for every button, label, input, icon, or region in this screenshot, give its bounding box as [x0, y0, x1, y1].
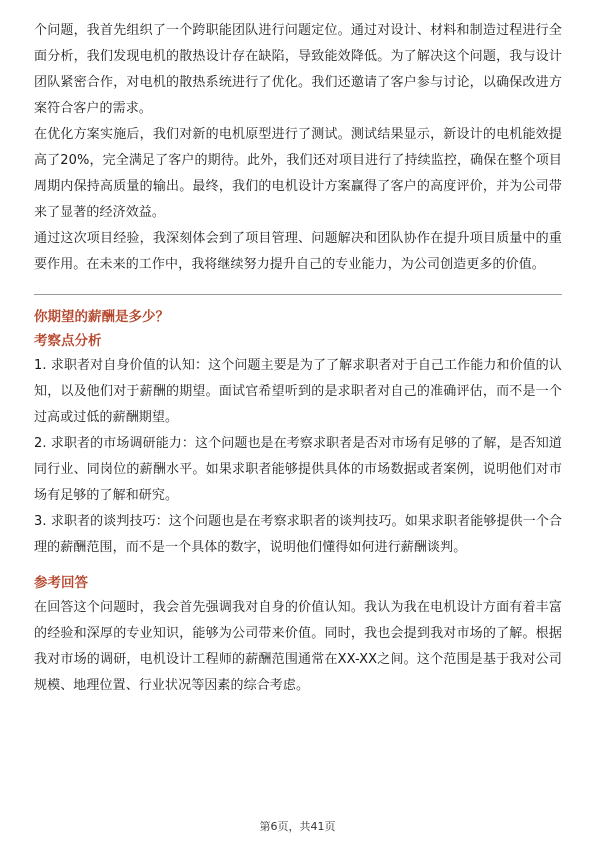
analysis-heading: 考察点分析 [34, 333, 102, 349]
answer-heading: 参考回答 [34, 575, 88, 591]
intro-paragraph-1: 个问题，我首先组织了一个跨职能团队进行问题定位。通过对设计、材料和制造过程进行全面分析，我们发现电机的散热设计存在缺陷，导致能效降低。为了解决这个问题，我与设计团队紧密合作，对电机的散热系统进行了优化。我们还邀请了客户参与讨论，以确保改进方案符合客户的需求。 [34, 23, 562, 116]
analysis-point-1: 1. 求职者对自身价值的认知：这个问题主要是为了了解求职者对于自己工作能力和价值的认知，以及他们对于薪酬的期望。面试官希望听到的是求职者对自己的准确评估，而不是一个过高或过低的薪酬期望。 [34, 358, 562, 425]
page-footer: 第6页，共41页 [259, 820, 336, 833]
analysis-point-2: 2. 求职者的市场调研能力：这个问题也是在考察求职者是否对市场有足够的了解，是否知道同行业、同岗位的薪酬水平。如果求职者能够提供具体的市场数据或者案例，说明他们对市场有足够的了解和研究。 [34, 436, 562, 503]
analysis-point-3: 3. 求职者的谈判技巧：这个问题也是在考察求职者的谈判技巧。如果求职者能够提供一个合理的薪酬范围，而不是一个具体的数字，说明他们懂得如何进行薪酬谈判。 [34, 514, 562, 555]
answer-paragraph: 在回答这个问题时，我会首先强调我对自身的价值认知。我认为我在电机设计方面有着丰富的经验和深厚的专业知识，能够为公司带来价值。同时，我也会提到我对市场的了解。根据我对市场的调研，电机设计工程师的薪酬范围通常在XX-XX之间。这个范围是基于我对公司规模、地理位置、行业状况等因素的综合考虑。 [34, 600, 562, 693]
intro-paragraph-3: 通过这次项目经验，我深刻体会到了项目管理、问题解决和团队协作在提升项目质量中的重要作用。在未来的工作中，我将继续努力提升自己的专业能力，为公司创造更多的价值。 [34, 231, 562, 272]
document-page [34, 18, 562, 699]
question-title: 你期望的薪酬是多少？ [34, 309, 169, 325]
intro-paragraph-2: 在优化方案实施后，我们对新的电机原型进行了测试。测试结果显示，新设计的电机能效提高了20%，完全满足了客户的期待。此外，我们还对项目进行了持续监控，确保在整个项目周期内保持高质量的输出。最终，我们的电机设计方案赢得了客户的高度评价，并为公司带来了显著的经济效益。 [34, 127, 562, 220]
section-divider [34, 294, 562, 295]
